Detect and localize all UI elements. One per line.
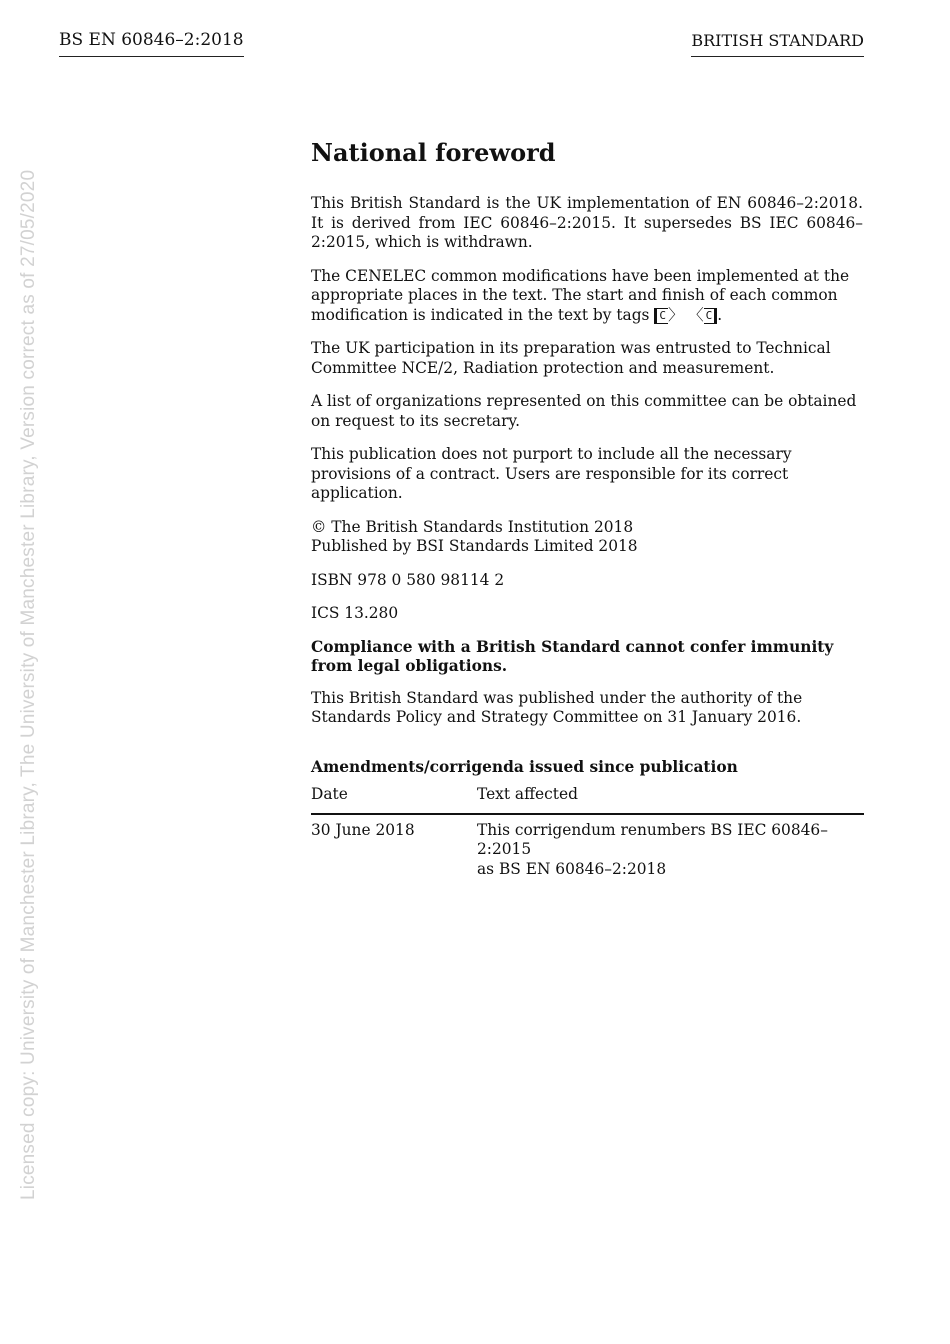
amendments-title: Amendments/corrigenda issued since publication — [311, 757, 738, 776]
ics-code: ICS 13.280 — [311, 604, 399, 622]
foreword-body — [311, 136, 863, 879]
page-title: National foreword — [311, 138, 556, 167]
amendment-text-line: as BS EN 60846–2:2018 — [477, 859, 667, 878]
copyright-block — [311, 518, 863, 557]
license-watermark: Licensed copy: University of Manchester Library, The University of Manchester Library, Version correct as of 27/05/2020 — [18, 169, 39, 1200]
start-tag-icon: C — [654, 308, 668, 324]
modifications-paragraph: The CENELEC common modifications have been implemented at the appropriate places in the text. The start and finish of each common modification is indicated in the text by tags C 〉 〈 C . — [311, 266, 850, 324]
compliance-notice: Compliance with a British Standard cannot confer immunity from legal obligations. — [311, 637, 834, 675]
end-tag-icon: C — [704, 308, 718, 324]
amendments-table — [311, 785, 864, 879]
amendment-text — [477, 814, 864, 880]
provisions-paragraph: This publication does not purport to include all the necessary provisions of a contract. Users are responsible for its correct application. — [311, 445, 792, 502]
implementation-paragraph: This British Standard is the UK implementation of EN 60846–2:2018. It is derived from IEC 60846–2:2015. It supersedes BS IEC 60846–2:2015, which is withdrawn. — [311, 194, 863, 251]
document-id-header: BS EN 60846–2:2018 — [59, 30, 244, 57]
publication-authority: This British Standard was published under the authority of the Standards Policy and Strategy Committee on 31 January 2016. — [311, 688, 803, 726]
modifications-end: . — [717, 305, 723, 324]
isbn: ISBN 978 0 580 98114 2 — [311, 570, 505, 589]
modifications-text: The CENELEC common modifications have been implemented at the appropriate places in the text. The start and finish of each common modification is indicated in the text by tags — [311, 266, 850, 324]
table-header-row — [311, 785, 864, 814]
committee-paragraph: The UK participation in its preparation was entrusted to Technical Committee NCE/2, Radiation protection and measurement. — [311, 339, 831, 377]
table-row — [311, 814, 864, 880]
column-header-text-affected: Text affected — [477, 785, 864, 814]
column-header-date: Date — [311, 785, 477, 814]
amendment-date: 30 June 2018 — [311, 820, 415, 839]
copyright-line: © The British Standards Institution 2018 — [311, 517, 634, 536]
publisher-line: Published by BSI Standards Limited 2018 — [311, 537, 638, 555]
series-header: BRITISH STANDARD — [691, 31, 864, 57]
organizations-paragraph: A list of organizations represented on this committee can be obtained on request to its secretary. — [311, 392, 857, 430]
amendment-text-line: This corrigendum renumbers BS IEC 60846–2:2015 — [477, 820, 828, 858]
